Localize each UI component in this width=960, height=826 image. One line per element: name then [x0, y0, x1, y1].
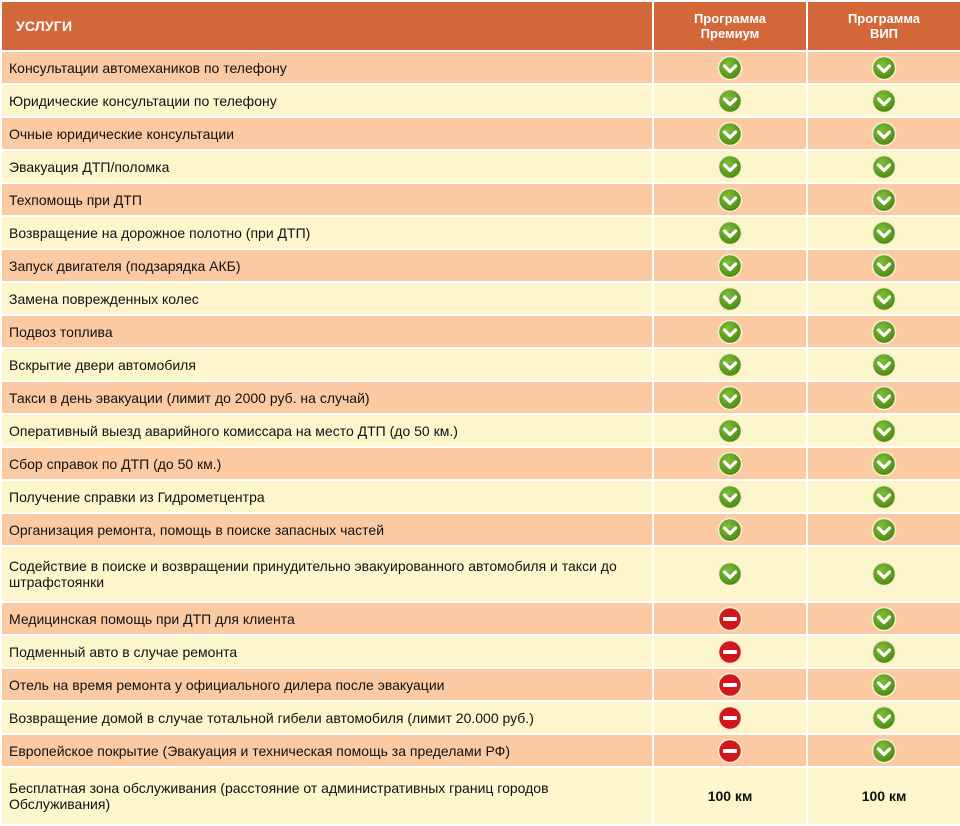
premium-cell — [653, 348, 807, 381]
included-check-icon — [871, 451, 897, 477]
premium-cell — [653, 447, 807, 480]
included-check-icon — [871, 253, 897, 279]
included-check-icon — [871, 319, 897, 345]
included-check-icon — [717, 55, 743, 81]
included-check-icon — [717, 88, 743, 114]
service-name: Эвакуация ДТП/поломка — [1, 150, 653, 183]
table-row — [1, 513, 960, 546]
included-check-icon — [871, 738, 897, 764]
service-name: Оперативный выезд аварийного комиссара на место ДТП (до 50 км.) — [1, 414, 653, 447]
premium-cell — [653, 381, 807, 414]
vip-cell — [807, 282, 960, 315]
vip-value: 100 км — [807, 767, 960, 825]
included-check-icon — [717, 319, 743, 345]
premium-cell — [653, 734, 807, 767]
premium-cell — [653, 249, 807, 282]
service-name: Европейское покрытие (Эвакуация и техническая помощь за пределами РФ) — [1, 734, 653, 767]
table-row — [1, 84, 960, 117]
included-check-icon — [717, 220, 743, 246]
not-included-icon — [717, 639, 743, 665]
premium-cell — [653, 480, 807, 513]
premium-cell — [653, 315, 807, 348]
premium-cell — [653, 668, 807, 701]
included-check-icon — [717, 121, 743, 147]
table-row — [1, 602, 960, 635]
table-row — [1, 701, 960, 734]
not-included-icon — [717, 672, 743, 698]
included-check-icon — [717, 286, 743, 312]
table-row — [1, 414, 960, 447]
vip-cell — [807, 734, 960, 767]
included-check-icon — [871, 187, 897, 213]
table-row — [1, 282, 960, 315]
not-included-icon — [717, 738, 743, 764]
included-check-icon — [871, 561, 897, 587]
included-check-icon — [717, 517, 743, 543]
premium-header-line1: Программа — [693, 11, 767, 26]
service-name: Получение справки из Гидрометцентра — [1, 480, 653, 513]
vip-cell — [807, 668, 960, 701]
table-row — [1, 480, 960, 513]
vip-cell — [807, 348, 960, 381]
premium-header-line2: Премиум — [700, 26, 760, 41]
service-name: Возвращение домой в случае тотальной гибели автомобиля (лимит 20.000 руб.) — [1, 701, 653, 734]
premium-cell — [653, 282, 807, 315]
service-name: Вскрытие двери автомобиля — [1, 348, 653, 381]
table-body — [1, 51, 960, 825]
included-check-icon — [871, 606, 897, 632]
table-row — [1, 348, 960, 381]
included-check-icon — [871, 517, 897, 543]
included-check-icon — [871, 705, 897, 731]
premium-cell — [653, 513, 807, 546]
services-column-header: УСЛУГИ — [1, 1, 653, 51]
premium-column-header — [653, 1, 807, 51]
table-row — [1, 381, 960, 414]
service-name: Содействие в поиске и возвращении принудительно эвакуированного автомобиля и такси до штрафстоянки — [1, 546, 653, 602]
included-check-icon — [717, 385, 743, 411]
premium-cell — [653, 635, 807, 668]
premium-cell — [653, 216, 807, 249]
service-name: Возвращение на дорожное полотно (при ДТП) — [1, 216, 653, 249]
not-included-icon — [717, 606, 743, 632]
table-header-row — [1, 1, 960, 51]
table-row — [1, 150, 960, 183]
premium-cell — [653, 414, 807, 447]
premium-cell — [653, 117, 807, 150]
vip-cell — [807, 381, 960, 414]
service-name: Очные юридические консультации — [1, 117, 653, 150]
vip-cell — [807, 447, 960, 480]
service-name: Запуск двигателя (подзарядка АКБ) — [1, 249, 653, 282]
not-included-icon — [717, 705, 743, 731]
vip-cell — [807, 117, 960, 150]
vip-column-header — [807, 1, 960, 51]
included-check-icon — [871, 385, 897, 411]
service-name: Замена поврежденных колес — [1, 282, 653, 315]
table-row — [1, 635, 960, 668]
service-name: Подменный авто в случае ремонта — [1, 635, 653, 668]
included-check-icon — [717, 154, 743, 180]
vip-cell — [807, 84, 960, 117]
premium-cell — [653, 183, 807, 216]
table-row — [1, 249, 960, 282]
vip-cell — [807, 602, 960, 635]
premium-cell — [653, 546, 807, 602]
included-check-icon — [871, 121, 897, 147]
included-check-icon — [717, 451, 743, 477]
included-check-icon — [871, 484, 897, 510]
included-check-icon — [871, 672, 897, 698]
service-name: Организация ремонта, помощь в поиске запасных частей — [1, 513, 653, 546]
included-check-icon — [717, 253, 743, 279]
premium-cell — [653, 150, 807, 183]
service-name: Юридические консультации по телефону — [1, 84, 653, 117]
included-check-icon — [717, 484, 743, 510]
table-row — [1, 315, 960, 348]
service-name: Отель на время ремонта у официального дилера после эвакуации — [1, 668, 653, 701]
included-check-icon — [871, 88, 897, 114]
vip-cell — [807, 216, 960, 249]
table-row — [1, 51, 960, 84]
premium-value: 100 км — [653, 767, 807, 825]
table-row — [1, 546, 960, 602]
service-name: Подвоз топлива — [1, 315, 653, 348]
premium-cell — [653, 602, 807, 635]
included-check-icon — [871, 286, 897, 312]
service-name: Такси в день эвакуации (лимит до 2000 руб. на случай) — [1, 381, 653, 414]
premium-cell — [653, 51, 807, 84]
table-row — [1, 183, 960, 216]
service-name: Бесплатная зона обслуживания (расстояние от административных границ городов Обслуживания) — [1, 767, 653, 825]
included-check-icon — [871, 55, 897, 81]
vip-cell — [807, 701, 960, 734]
vip-cell — [807, 546, 960, 602]
included-check-icon — [717, 418, 743, 444]
vip-cell — [807, 414, 960, 447]
vip-header-line1: Программа — [847, 11, 921, 26]
vip-cell — [807, 51, 960, 84]
premium-cell — [653, 84, 807, 117]
vip-cell — [807, 480, 960, 513]
included-check-icon — [717, 352, 743, 378]
premium-cell — [653, 701, 807, 734]
included-check-icon — [717, 187, 743, 213]
vip-cell — [807, 150, 960, 183]
table-row — [1, 447, 960, 480]
table-row — [1, 767, 960, 825]
vip-cell — [807, 249, 960, 282]
service-name: Сбор справок по ДТП (до 50 км.) — [1, 447, 653, 480]
table-row — [1, 734, 960, 767]
table-row — [1, 216, 960, 249]
service-name: Техпомощь при ДТП — [1, 183, 653, 216]
table-row — [1, 117, 960, 150]
table-row — [1, 668, 960, 701]
included-check-icon — [871, 220, 897, 246]
included-check-icon — [871, 639, 897, 665]
included-check-icon — [717, 561, 743, 587]
included-check-icon — [871, 418, 897, 444]
included-check-icon — [871, 154, 897, 180]
vip-header-line2: ВИП — [869, 26, 899, 41]
vip-cell — [807, 635, 960, 668]
service-name: Медицинская помощь при ДТП для клиента — [1, 602, 653, 635]
vip-cell — [807, 513, 960, 546]
service-name: Консультации автомехаников по телефону — [1, 51, 653, 84]
vip-cell — [807, 183, 960, 216]
included-check-icon — [871, 352, 897, 378]
vip-cell — [807, 315, 960, 348]
